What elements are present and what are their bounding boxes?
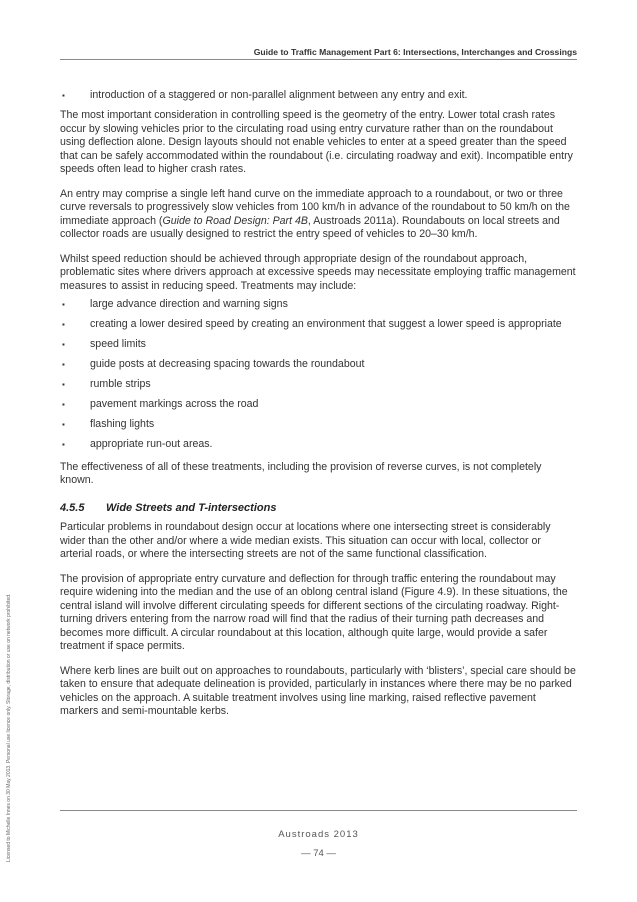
- bullet-icon: ▪: [62, 440, 65, 449]
- bullet-icon: ▪: [62, 420, 65, 429]
- list-item-text: guide posts at decreasing spacing towards the roundabout: [90, 358, 365, 370]
- list-item-text: speed limits: [90, 338, 146, 350]
- list-item: [60, 89, 576, 103]
- list-item: [60, 378, 576, 392]
- intro-bullet-list: [60, 89, 576, 103]
- bullet-icon: ▪: [62, 91, 65, 100]
- list-item-text: large advance direction and warning signs: [90, 298, 288, 310]
- paragraph-entry-curves: [60, 188, 576, 242]
- section-number: 4.5.5: [60, 501, 85, 514]
- list-item: [60, 358, 576, 372]
- list-item-text: appropriate run-out areas.: [90, 438, 213, 450]
- bullet-icon: ▪: [62, 360, 65, 369]
- paragraph-kerb-lines: Where kerb lines are built out on approaches to roundabouts, particularly with ‘blisters’, special care should be taken to ensure that adequate delineation is provided, particularly in instances where there may be no parked vehicles on the approach. A suitable treatment involves using line marking, raised reflective pavement markers and semi-mountable kerbs.: [60, 664, 576, 717]
- bullet-icon: ▪: [62, 340, 65, 349]
- section-title: Wide Streets and T-intersections: [106, 501, 277, 514]
- header-divider: [60, 59, 577, 60]
- paragraph-entry-curvature: The provision of appropriate entry curvature and deflection for through traffic entering the roundabout may require widening into the median and the use of an oblong central island (Figure 4.9). In these situations, the central island will involve different circulating speeds for different sections of the circulating roadway. Right-turning drivers entering from the narrow road will find that the radius of their turning path decreases and becomes more difficult. A circular roundabout at this location, although quite large, would provide a safer treatment if space permits.: [60, 572, 568, 652]
- bullet-icon: ▪: [62, 400, 65, 409]
- paragraph-entry-geometry: The most important consideration in controlling speed is the geometry of the entry. Lower total crash rates occur by slowing vehicles prior to the circulating road using entry curvature rather than on the roundabout using deflection alone. Design layouts should not enable vehicles to enter at a speed greater than the speed that can be safely accommodated within the roundabout (i.e. circulating roadway and exit). Incompatible entry speeds often lead to higher crash rates.: [60, 109, 573, 175]
- page-body: [60, 89, 576, 730]
- reference-title: Guide to Road Design: Part 4B: [162, 214, 308, 227]
- footer-divider: [60, 810, 577, 811]
- paragraph-effectiveness: The effectiveness of all of these treatments, including the provision of reverse curves, is not completely known.: [60, 460, 542, 486]
- paragraph-text: , Austroads 2011a). Roundabouts on local streets and collector roads are usually designed to restrict the entry speed of vehicles to 20–30 km/h.: [60, 214, 560, 240]
- list-item: [60, 398, 576, 412]
- list-item-text: pavement markings across the road: [90, 398, 259, 410]
- section-heading: [60, 502, 576, 516]
- running-header-title: Guide to Traffic Management Part 6: Intersections, Interchanges and Crossings: [253, 47, 577, 57]
- paragraph-text: An entry may comprise a single left hand curve on the immediate approach to a roundabout, or two or three curve reversals to progressively slow vehicles from 100 km/h in advance of the roundabout to 50 km/h on the immediate approach (: [60, 187, 570, 227]
- list-item: [60, 298, 576, 312]
- footer-organisation: Austroads 2013: [278, 829, 359, 840]
- list-item-text: rumble strips: [90, 378, 151, 390]
- list-item: [60, 418, 576, 432]
- paragraph-speed-reduction: Whilst speed reduction should be achieved through appropriate design of the roundabout approach, problematic sites where drivers approach at excessive speeds may necessitate employing traffic management measures to assist in reducing speed. Treatments may include:: [60, 252, 576, 292]
- list-item: [60, 338, 576, 352]
- list-item: [60, 438, 576, 452]
- paragraph-wide-streets: Particular problems in roundabout design occur at locations where one intersecting street is considerably wider than the other and/or where a wide median exists. This situation can occur with local, collector or arterial roads, or where the intersecting streets are not of the same functional classification.: [60, 521, 551, 560]
- licence-watermark: Licensed to Michelle Innes on 30 May 2013. Personal use licence only. Storage, distribution or use on network prohibited.: [6, 593, 12, 862]
- bullet-icon: ▪: [62, 380, 65, 389]
- list-item: [60, 318, 576, 332]
- bullet-icon: ▪: [62, 300, 65, 309]
- list-item-text: introduction of a staggered or non-parallel alignment between any entry and exit.: [90, 89, 468, 101]
- bullet-icon: ▪: [62, 320, 65, 329]
- list-item-text: creating a lower desired speed by creating an environment that suggest a lower speed is appropriate: [90, 318, 562, 330]
- treatments-bullet-list: [60, 298, 576, 452]
- page-number: — 74 —: [301, 848, 336, 859]
- list-item-text: flashing lights: [90, 418, 155, 430]
